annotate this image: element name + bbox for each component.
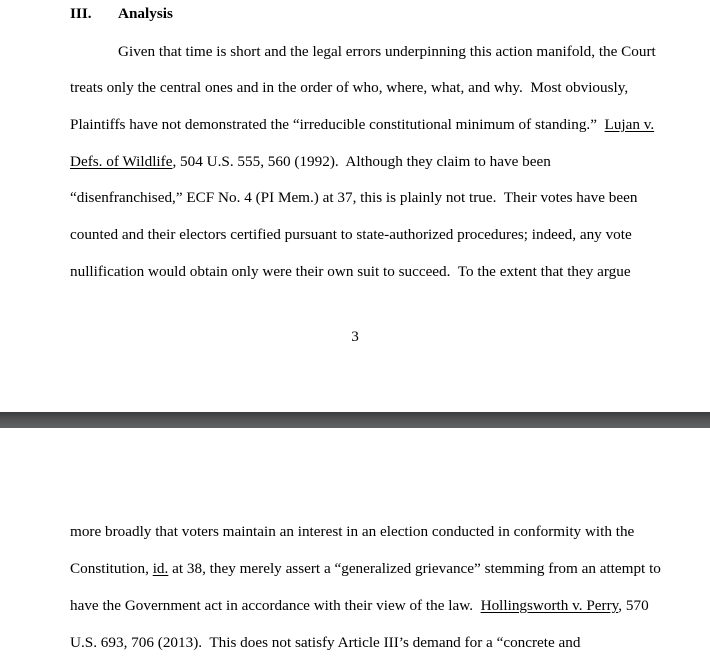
text-span: Given that time is short and the legal errors underpinning this action manifold, the Court <box>118 43 656 60</box>
paragraph-line <box>70 188 637 208</box>
text-span: Constitution, <box>70 560 153 577</box>
page-number: 3 <box>351 328 359 345</box>
paragraph-line <box>70 115 654 135</box>
paragraph-line <box>70 152 551 172</box>
case-citation: Defs. of Wildlife <box>70 153 173 170</box>
text-span: more broadly that voters maintain an interest in an election conducted in conformity with the <box>70 523 635 540</box>
text-span: “disenfranchised,” ECF No. 4 (PI Mem.) at 37, this is plainly not true. Their votes have been <box>70 189 638 206</box>
page-separator <box>0 412 710 428</box>
paragraph-line <box>70 262 631 282</box>
text-span: treats only the central ones and in the order of who, where, what, and why. Most obviously, <box>70 79 629 96</box>
case-citation: Lujan v. <box>604 116 655 133</box>
text-span: Plaintiffs have not demonstrated the “irreducible constitutional minimum of standing.” <box>70 116 605 133</box>
paragraph-line <box>70 225 632 245</box>
paragraph-line <box>70 78 628 98</box>
text-span: at 38, they merely assert a “generalized grievance” stemming from an attempt to <box>168 560 661 577</box>
text-span: have the Government act in accordance with their view of the law. <box>70 597 481 614</box>
document-page-bottom <box>0 428 710 662</box>
text-span: U.S. 693, 706 (2013). This does not satisfy Article III’s demand for a “concrete and <box>70 634 581 651</box>
paragraph-line <box>70 633 581 653</box>
text-span: counted and their electors certified pursuant to state-authorized procedures; indeed, any vote <box>70 226 632 243</box>
text-span: , 570 <box>618 597 649 614</box>
paragraph-line <box>118 42 656 62</box>
case-citation: Hollingsworth v. Perry <box>480 597 619 614</box>
paragraph-line <box>70 596 649 616</box>
section-title: Analysis <box>118 5 173 22</box>
text-span: nullification would obtain only were their own suit to succeed. To the extent that they argue <box>70 263 631 280</box>
paragraph-line <box>70 522 634 542</box>
case-citation: id. <box>152 560 169 577</box>
section-heading <box>70 4 173 24</box>
paragraph-line <box>70 559 661 579</box>
text-span: , 504 U.S. 555, 560 (1992). Although they claim to have been <box>172 153 551 170</box>
section-number: III. <box>70 5 92 22</box>
